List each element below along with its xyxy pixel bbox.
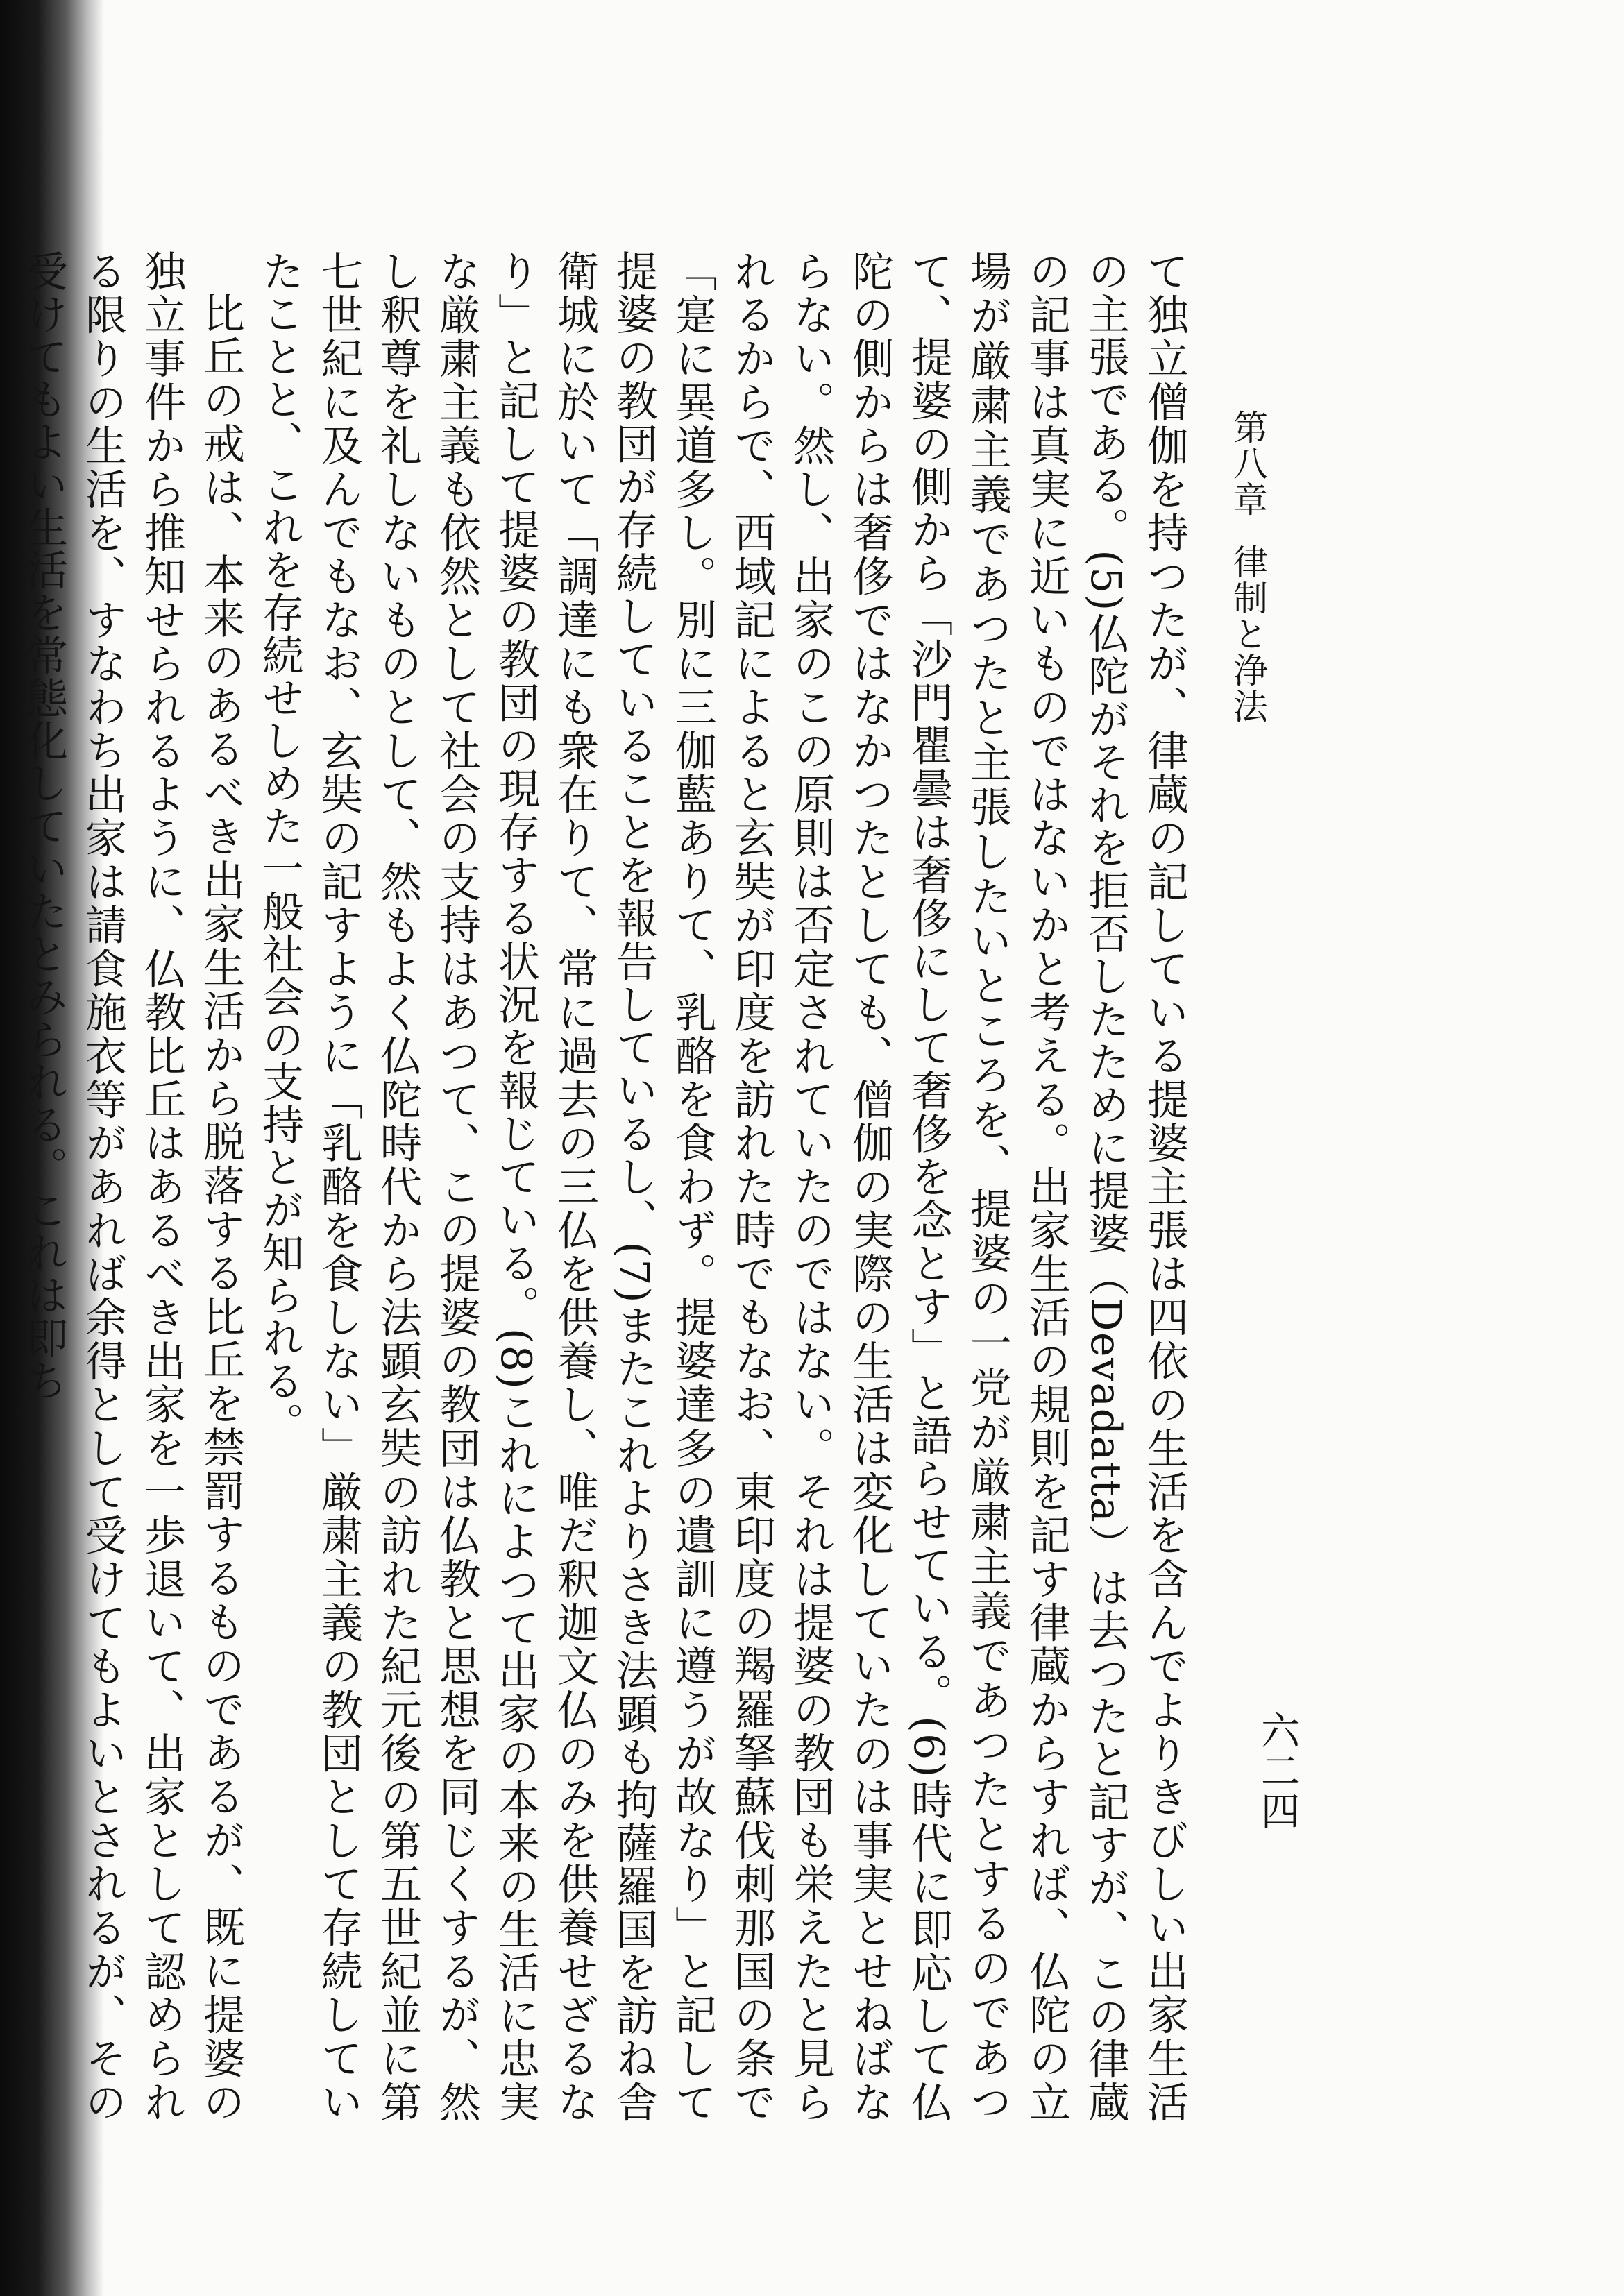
body-text xyxy=(19,250,1194,2124)
running-head xyxy=(1220,409,1276,724)
chapter-title: 律制と浄法 xyxy=(1228,544,1268,724)
paragraph: 比丘の戒は、本来のあるべき出家生活から脱落する比丘を禁罰するものであるが、既に提婆の独立事件から推知せられるように、仏教比丘はあるべき出家を一歩退いて、出家として認められる限りの生活を、すなわち出家は請食施衣等があれば余得として受けてもよいとされるが、その受けてもよい生活を常態化していたとみられる。これは即ち xyxy=(19,250,245,2123)
chapter-number: 第八章 xyxy=(1228,409,1268,518)
paragraph: て独立僧伽を持つたが、律蔵の記している提婆主張は四依の生活を含んでよりきびしい出家生活の主張である。(5)仏陀がそれを拒否したために提婆（Devadatta）は去つたと記すが、この律蔵の記事は真実に近いものではないかと考える。出家生活の規則を記す律蔵からすれば、仏陀の立場が厳粛主義であつたと主張したいところを、提婆の一党が厳粛主義であつたとするのであつて、提婆の側から「沙門瞿曇は奢侈にして奢侈を念とす」と語らせている。(6)時代に即応して仏陀の側からは奢侈ではなかつたとしても、僧伽の実際の生活は変化していたのは事実とせねばならない。然し、出家のこの原則は否定されていたのではない。それは提婆の教団も栄えたと見られるからで、西域記によると玄奘が印度を訪れた時でもなお、東印度の羯羅拏蘇伐刺那国の条で「寔に異道多し。別に三伽藍ありて、乳酪を食わず。提婆達多の遺訓に遵うが故なり」と記して提婆の教団が存続していることを報告しているし、(7)またこれよりさき法顕も拘薩羅国を訪ね舎衛城に於いて「調達にも衆在りて、常に過去の三仏を供養し、唯だ釈迦文仏のみを供養せざるなり」と記して提婆の教団の現存する状況を報じている。(8)これによつて出家の本来の生活に忠実な厳粛主義も依然として社会の支持はあつて、この提婆の教団は仏教と思想を同じくするが、然し釈尊を礼しないものとして、然もよく仏陀時代から法顕玄奘の訪れた紀元後の第五世紀並に第七世紀に及んでもなお、玄奘の記すように「乳酪を食しない」厳粛主義の教団として存続していたことと、これを存続せしめた一般社会の支持とが知られる。 xyxy=(255,250,1189,2124)
page-number: 六二四 xyxy=(1255,1710,1300,1831)
